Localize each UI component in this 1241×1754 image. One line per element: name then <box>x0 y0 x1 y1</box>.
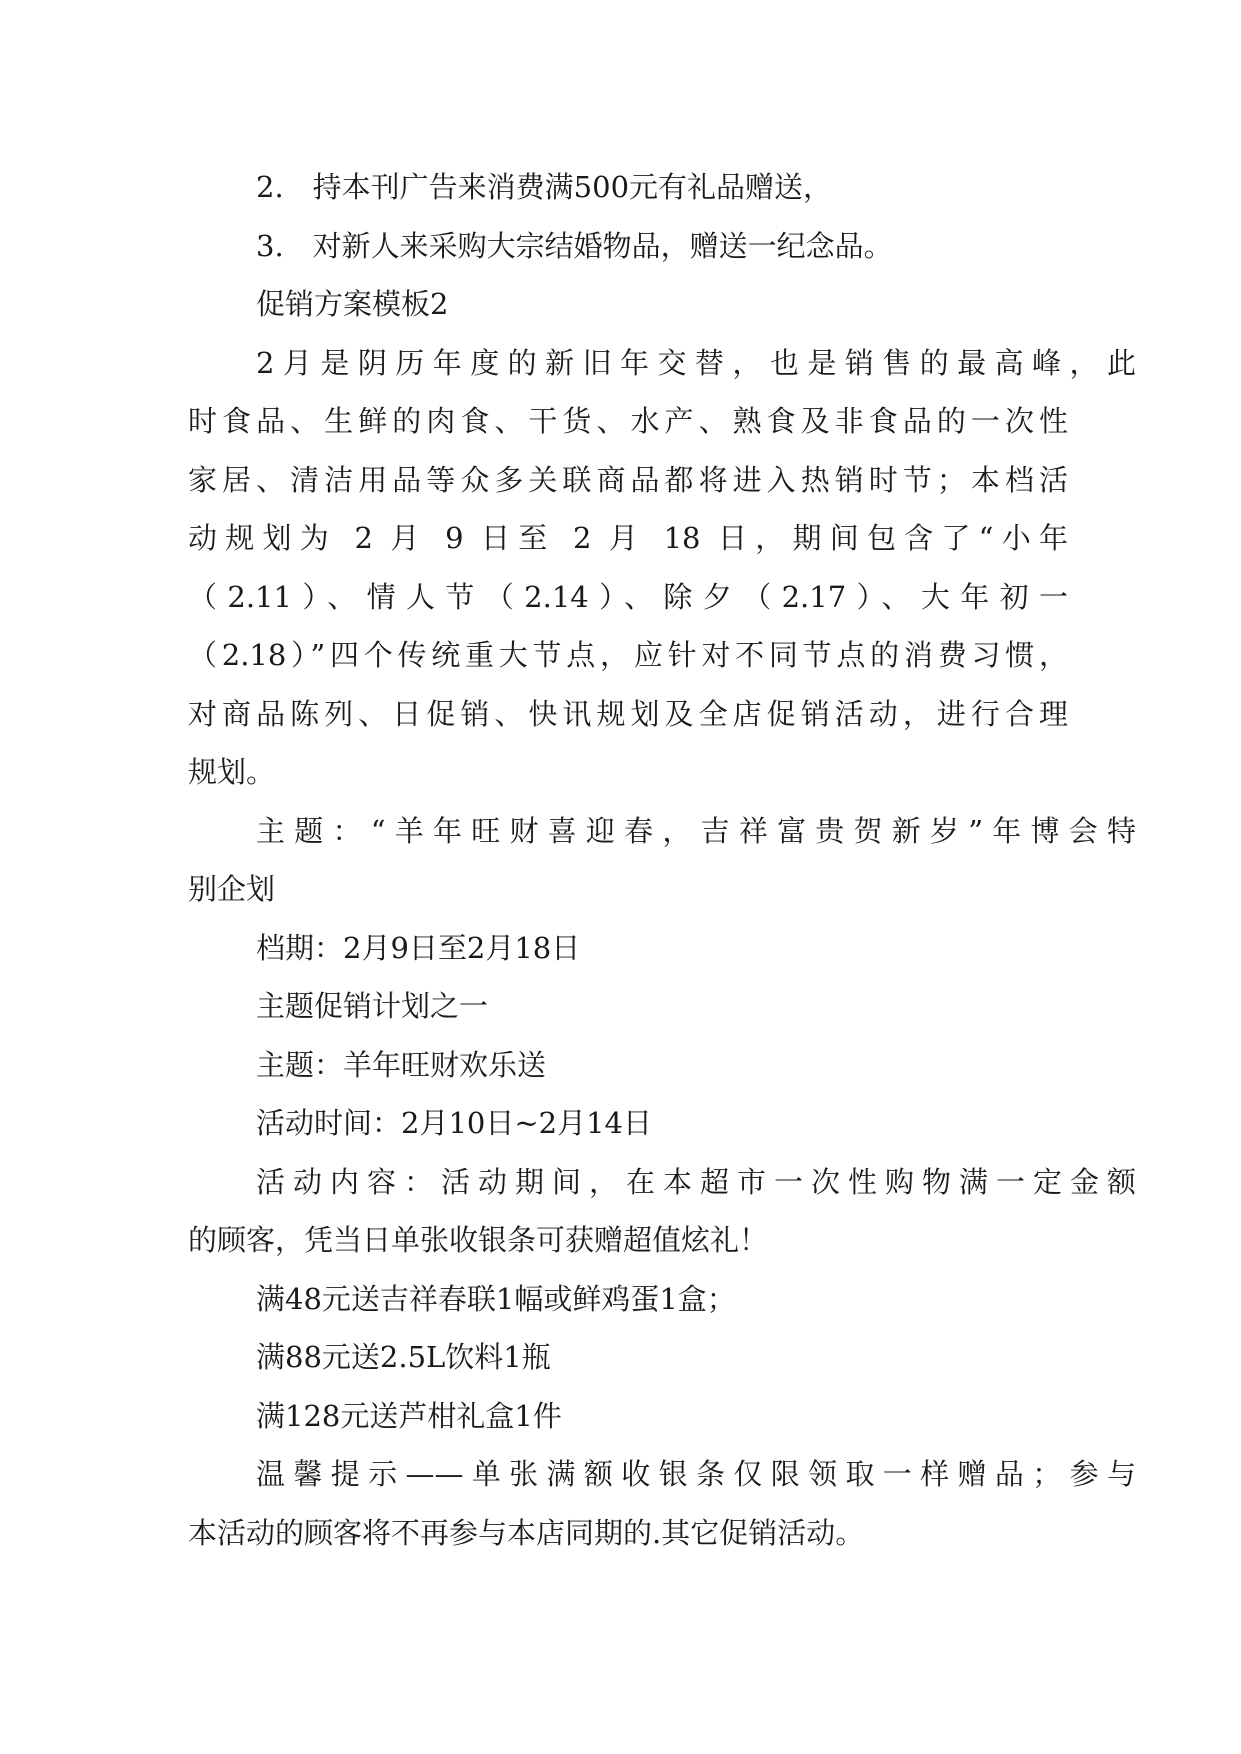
activity-time: 活动时间：2月10日~2月14日 <box>256 1106 653 1140</box>
theme-line: 主题：“羊年旺财喜迎春，吉祥富贵贺新岁”年博会特 <box>256 813 1136 848</box>
paragraph-line: （2.18）”四个传统重大节点，应针对不同节点的消费习惯， <box>188 638 1068 672</box>
paragraph-line: 2月是阴历年度的新旧年交替，也是销售的最高峰，此 <box>256 345 1136 380</box>
theme-line: 别企划 <box>188 872 276 906</box>
gift-tier: 满48元送吉祥春联1幅或鲜鸡蛋1盒； <box>256 1281 736 1316</box>
paragraph-line: 动规划为 2 月 9 日至 2 月 18 日，期间包含了“小年 <box>188 521 1068 555</box>
paragraph-line: （2.11）、情人节（2.14）、除夕（2.17）、大年初一 <box>188 579 1068 614</box>
list-item-2: 2. 持本刊广告来消费满500元有礼品赠送， <box>256 170 833 204</box>
gift-tier: 满128元送芦柑礼盒1件 <box>256 1398 562 1433</box>
section-heading: 促销方案模板2 <box>256 287 449 321</box>
paragraph-line: 家居、清洁用品等众多关联商品都将进入热销时节；本档活 <box>188 462 1068 497</box>
paragraph-line: 时食品、生鲜的肉食、干货、水产、熟食及非食品的一次性 <box>188 404 1068 438</box>
list-item-3: 3. 对新人来采购大宗结婚物品，赠送一纪念品。 <box>256 228 893 263</box>
gift-tier: 满88元送2.5L饮料1瓶 <box>256 1340 551 1374</box>
paragraph-line: 对商品陈列、日促销、快讯规划及全店促销活动，进行合理 <box>188 696 1068 731</box>
schedule-line: 档期：2月9日至2月18日 <box>256 930 581 965</box>
document-body <box>188 158 1136 1562</box>
plan-heading: 主题促销计划之一 <box>256 989 489 1023</box>
notice-line: 本活动的顾客将不再参与本店同期的.其它促销活动。 <box>188 1515 865 1550</box>
paragraph-line: 规划。 <box>188 755 276 789</box>
notice-line: 温馨提示——单张满额收银条仅限领取一样赠品；参与 <box>256 1457 1136 1491</box>
plan-theme: 主题：羊年旺财欢乐送 <box>256 1047 547 1082</box>
activity-content: 活动内容：活动期间，在本超市一次性购物满一定金额 <box>256 1164 1136 1199</box>
activity-content: 的顾客，凭当日单张收银条可获赠超值炫礼！ <box>188 1223 769 1257</box>
